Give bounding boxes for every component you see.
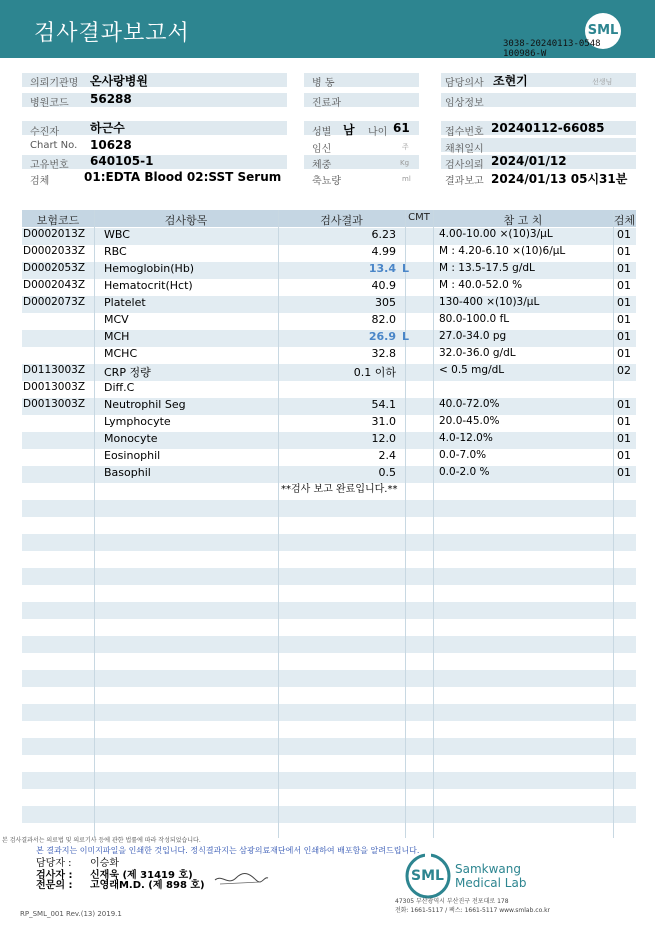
receipt-value: 20240112-66085 [491, 121, 605, 135]
doctor-suffix: 선생님 [592, 78, 613, 86]
cell-spec: 01 [617, 432, 631, 445]
hospital-value: 온사랑병원 [90, 74, 148, 88]
table-stripe [22, 636, 636, 653]
chart-value: 10628 [90, 138, 132, 152]
cell-item: MCH [104, 330, 130, 343]
cell-item: CRP 정량 [104, 366, 151, 379]
table-stripe [22, 806, 636, 823]
cell-item: MCHC [104, 347, 138, 360]
end-note: **검사 보고 완료입니다.** [281, 484, 398, 495]
doctor-value: 조현기 [493, 74, 528, 88]
cell-ref: 27.0-34.0 pg [439, 330, 507, 342]
cell-code: D0002073Z [23, 296, 86, 308]
cell-result: 13.4 [368, 262, 396, 275]
cell-result: 26.9 [368, 330, 396, 343]
cell-spec: 01 [617, 347, 631, 360]
hospital-label: 의뢰기관명 [30, 78, 79, 89]
cell-item: RBC [104, 245, 127, 258]
cell-result: 0.5 [378, 466, 396, 479]
pregnancy-unit: 주 [402, 143, 409, 151]
cell-result: 4.99 [371, 245, 396, 258]
report-label: 결과보고 [445, 176, 484, 187]
table-stripe [22, 704, 636, 721]
specimen-value: 01:EDTA Blood 02:SST Serum [84, 170, 282, 184]
table-stripe [22, 772, 636, 789]
cell-spec: 01 [617, 313, 631, 326]
th-code: 보험코드 [36, 214, 80, 227]
phone: 전화: 1661-5117 / 팩스: 1661-5117 www.smlab.co.kr [395, 907, 551, 914]
table-stripe [22, 568, 636, 585]
cell-result: 32.8 [371, 347, 396, 360]
doctor-label: 담당의사 [445, 78, 484, 89]
cell-ref: M : 4.20-6.10 ×(10)6/μL [439, 245, 566, 257]
staff-label-3: 전문의 : [36, 880, 73, 891]
cell-result: 40.9 [371, 279, 396, 292]
code-value: 56288 [90, 92, 132, 106]
cell-spec: 01 [617, 398, 631, 411]
urine-label: 축뇨량 [312, 176, 341, 187]
cell-item: Monocyte [104, 432, 158, 445]
cell-code: D0002013Z [23, 228, 86, 240]
table-stripe [22, 602, 636, 619]
ward-label: 병 동 [312, 78, 335, 89]
notice: 본 결과지는 이미지파일을 인쇄한 것입니다. 정식결과지는 삼광의료재단에서 인쇄하여 배포함을 알려드립니다. [36, 846, 420, 855]
cell-spec: 01 [617, 245, 631, 258]
cell-item: Hematocrit(Hct) [104, 279, 193, 292]
cell-result: 2.4 [378, 449, 396, 462]
barcode-text-2: 100986-W [503, 49, 547, 59]
address: 47305 부산광역시 부산진구 전포대로 178 [395, 898, 509, 905]
receipt-label: 접수번호 [445, 127, 484, 138]
signature-icon [210, 866, 270, 890]
weight-label: 체중 [312, 160, 332, 171]
cell-code: D0002043Z [23, 279, 86, 291]
cell-code: D0113003Z [23, 364, 86, 376]
cell-spec: 02 [617, 364, 631, 377]
brand-name-2: Medical Lab [455, 876, 527, 890]
cell-spec: 01 [617, 228, 631, 241]
report-value: 2024/01/13 05시31분 [491, 172, 628, 186]
cell-result: 82.0 [371, 313, 396, 326]
cell-ref: 32.0-36.0 g/dL [439, 347, 516, 359]
cell-ref: 130-400 ×(10)3/μL [439, 296, 540, 308]
patient-value: 하근수 [90, 121, 125, 135]
cell-spec: 01 [617, 262, 631, 275]
th-item: 검사항목 [164, 214, 208, 227]
clinical-label: 임상정보 [445, 98, 484, 109]
cell-result: 12.0 [371, 432, 396, 445]
cell-item: Diff.C [104, 381, 135, 394]
request-label: 검사의뢰 [445, 160, 484, 171]
cell-ref: 0.0-7.0% [439, 449, 487, 461]
table-stripe [22, 500, 636, 517]
cell-flag: L [402, 262, 410, 275]
report-title: 검사결과보고서 [34, 21, 190, 46]
sex-value: 남 [343, 123, 355, 137]
cell-result: 31.0 [371, 415, 396, 428]
pregnancy-label: 임신 [312, 144, 332, 155]
cell-ref: 20.0-45.0% [439, 415, 500, 427]
age-value: 61 [393, 121, 410, 135]
form-code: RP_SML_001 Rev.(13) 2019.1 [20, 910, 122, 918]
cell-item: MCV [104, 313, 129, 326]
id-label: 고유번호 [30, 160, 69, 171]
dept-label: 진료과 [312, 98, 341, 109]
patient-label: 수진자 [30, 127, 59, 138]
cell-code: D0013003Z [23, 398, 86, 410]
cell-code: D0002033Z [23, 245, 86, 257]
age-label: 나이 [368, 127, 388, 138]
th-ref: 참 고 치 [503, 214, 543, 227]
staff-label-2: 검사자 : [36, 870, 73, 881]
cell-result: 0.1 이하 [353, 366, 396, 379]
footer-logo-text: SML [411, 868, 444, 884]
chart-label: Chart No. [30, 140, 78, 151]
staff-label-1: 담당자 : [36, 858, 72, 869]
cell-ref: 4.00-10.00 ×(10)3/μL [439, 228, 553, 240]
cell-code: D0002053Z [23, 262, 86, 274]
th-result: 검사결과 [320, 214, 363, 227]
fineprint: 본 검사결과서는 의료법 및 의료기사 등에 관한 법률에 따라 작성되었습니다. [2, 837, 201, 844]
cell-result: 6.23 [371, 228, 396, 241]
cell-item: WBC [104, 228, 130, 241]
sex-label: 성별 [312, 127, 332, 138]
cell-item: Basophil [104, 466, 151, 479]
id-value: 640105-1 [90, 154, 154, 168]
request-value: 2024/01/12 [491, 154, 567, 168]
staff-value-2: 신재욱 (제 31419 호) [90, 870, 193, 881]
cell-spec: 01 [617, 449, 631, 462]
collect-label: 채취일시 [445, 144, 484, 155]
staff-value-1: 이승화 [90, 858, 119, 869]
cell-spec: 01 [617, 466, 631, 479]
table-stripe [22, 738, 636, 755]
cell-spec: 01 [617, 330, 631, 343]
cell-code: D0013003Z [23, 381, 86, 393]
cell-spec: 01 [617, 415, 631, 428]
cell-item: Platelet [104, 296, 146, 309]
cell-ref: 4.0-12.0% [439, 432, 493, 444]
urine-unit: ml [402, 175, 411, 183]
table-stripe [22, 670, 636, 687]
cell-item: Eosinophil [104, 449, 161, 462]
brand-name-1: Samkwang [455, 862, 521, 876]
cell-item: Lymphocyte [104, 415, 171, 428]
th-spec: 검체 [613, 214, 636, 227]
barcode-text-1: 3038-20240113-0548 [503, 39, 601, 49]
cell-ref: 40.0-72.0% [439, 398, 500, 410]
staff-value-3: 고영래M.D. (제 898 호) [90, 880, 205, 891]
table-stripe [22, 534, 636, 551]
cell-ref: M : 40.0-52.0 % [439, 279, 523, 291]
specimen-label: 검체 [30, 176, 50, 187]
cell-ref: 80.0-100.0 fL [439, 313, 510, 325]
cell-spec: 01 [617, 296, 631, 309]
cell-ref: 0.0-2.0 % [439, 466, 490, 478]
cell-result: 305 [375, 296, 396, 309]
cell-item: Neutrophil Seg [104, 398, 186, 411]
sml-logo-icon: SML [585, 13, 621, 49]
cell-item: Hemoglobin(Hb) [104, 262, 195, 275]
cell-ref: < 0.5 mg/dL [439, 364, 505, 376]
cell-spec: 01 [617, 279, 631, 292]
cell-flag: L [402, 330, 410, 343]
weight-unit: Kg [400, 159, 410, 167]
cell-result: 54.1 [371, 398, 396, 411]
cell-ref: M : 13.5-17.5 g/dL [439, 262, 535, 274]
code-label: 병원코드 [30, 98, 69, 109]
th-cmt: CMT [408, 212, 430, 223]
